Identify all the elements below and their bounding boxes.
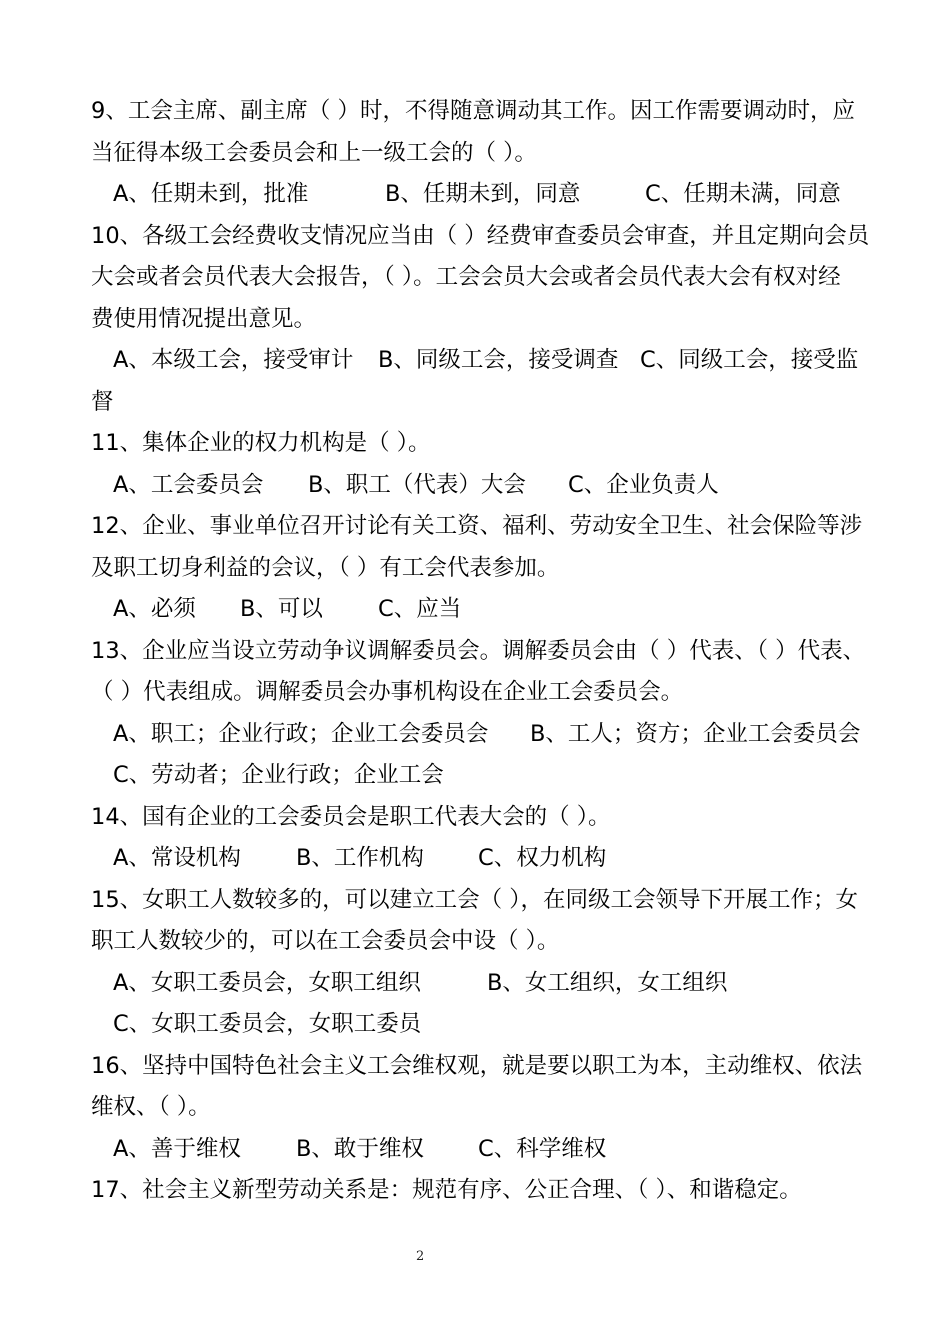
question-16 — [0, 1046, 950, 1171]
option-row — [0, 755, 950, 797]
question-10 — [0, 216, 950, 424]
question-11 — [0, 423, 950, 506]
question-15 — [0, 880, 950, 1046]
question-stem-line: 14、国有企业的工会委员会是职工代表大会的（ ）。 — [91, 803, 611, 830]
option-b: B、敢于维权 — [296, 1135, 424, 1162]
option-b: B、任期未到，同意 — [385, 181, 581, 207]
question-stem-line: （ ）代表组成。调解委员会办事机构设在企业工会委员会。 — [91, 679, 684, 705]
option-b: B、可以 — [240, 596, 323, 622]
option-a: A、职工；企业行政；企业工会委员会 — [113, 720, 489, 747]
question-stem-line: 当征得本级工会委员会和上一级工会的（ ）。 — [91, 139, 537, 166]
option-row — [0, 714, 950, 756]
question-stem-line: 13、企业应当设立劳动争议调解委员会。调解委员会由（ ）代表、（ ）代表、 — [91, 637, 866, 664]
question-stem-line: 15、女职工人数较多的，可以建立工会（ ），在同级工会领导下开展工作；女 — [91, 886, 859, 913]
question-stem-line: 职工人数较少的，可以在工会委员会中设（ ）。 — [91, 928, 560, 954]
option-c: C、女职工委员会，女职工委员 — [113, 1011, 422, 1037]
option-c: C、任期未满，同意 — [645, 181, 841, 207]
question-13 — [0, 631, 950, 797]
option-b: B、同级工会，接受调查 — [378, 347, 619, 373]
option-row — [0, 1129, 950, 1171]
question-stem-line: 及职工切身利益的会议，（ ）有工会代表参加。 — [91, 554, 560, 581]
option-a: A、任期未到，批准 — [113, 181, 309, 207]
option-row — [0, 174, 950, 216]
option-a: A、善于维权 — [113, 1135, 241, 1162]
question-stem-line: 10、各级工会经费收支情况应当由（ ）经费审查委员会审查，并且定期向会员 — [91, 222, 870, 249]
question-stem-line: 12、企业、事业单位召开讨论有关工资、福利、劳动安全卫生、社会保险等涉 — [91, 513, 863, 539]
option-c: C、科学维权 — [478, 1135, 607, 1162]
option-b: B、工人；资方；企业工会委员会 — [530, 720, 861, 747]
question-stem-line: 维权、（ ）。 — [91, 1094, 211, 1120]
option-c: C、应当 — [378, 596, 462, 622]
question-stem-line: 17、社会主义新型劳动关系是：规范有序、公正合理、（ ）、和谐稳定。 — [91, 1177, 802, 1203]
option-a: A、工会委员会 — [113, 471, 264, 498]
option-c: C、劳动者；企业行政；企业工会 — [113, 762, 444, 788]
option-row — [0, 838, 950, 880]
option-c: C、权力机构 — [478, 845, 607, 871]
question-12 — [0, 506, 950, 631]
option-b: B、工作机构 — [296, 845, 424, 871]
question-stem-line: 11、集体企业的权力机构是（ ）。 — [91, 430, 431, 456]
option-a: A、常设机构 — [113, 845, 241, 871]
option-row — [0, 465, 950, 507]
question-stem-line: 9、工会主席、副主席（ ）时，不得随意调动其工作。因工作需要调动时，应 — [91, 98, 855, 124]
question-stem-line: 16、坚持中国特色社会主义工会维权观，就是要以职工为本，主动维权、依法 — [91, 1052, 863, 1079]
option-row — [0, 963, 950, 1005]
option-a: A、女职工委员会，女职工组织 — [113, 969, 421, 996]
option-a: A、本级工会，接受审计 — [113, 347, 354, 373]
option-row — [0, 1004, 950, 1046]
option-c: C、同级工会，接受监 — [640, 347, 859, 373]
question-list — [0, 91, 950, 1212]
question-14 — [0, 797, 950, 880]
option-b: B、职工（代表）大会 — [308, 471, 526, 498]
option-c: C、企业负责人 — [568, 471, 719, 498]
option-b: B、女工组织，女工组织 — [487, 969, 728, 996]
question-stem-line: 大会或者会员代表大会报告，（ ）。工会会员大会或者会员代表大会有权对经 — [91, 264, 841, 290]
question-17 — [0, 1170, 950, 1212]
page-number: 2 — [416, 1249, 425, 1264]
option-row — [0, 340, 950, 382]
question-9 — [0, 91, 950, 216]
option-row — [0, 589, 950, 631]
option-c-continuation: 督 — [91, 388, 114, 415]
question-stem-line: 费使用情况提出意见。 — [91, 305, 317, 332]
option-a: A、必须 — [113, 596, 196, 622]
